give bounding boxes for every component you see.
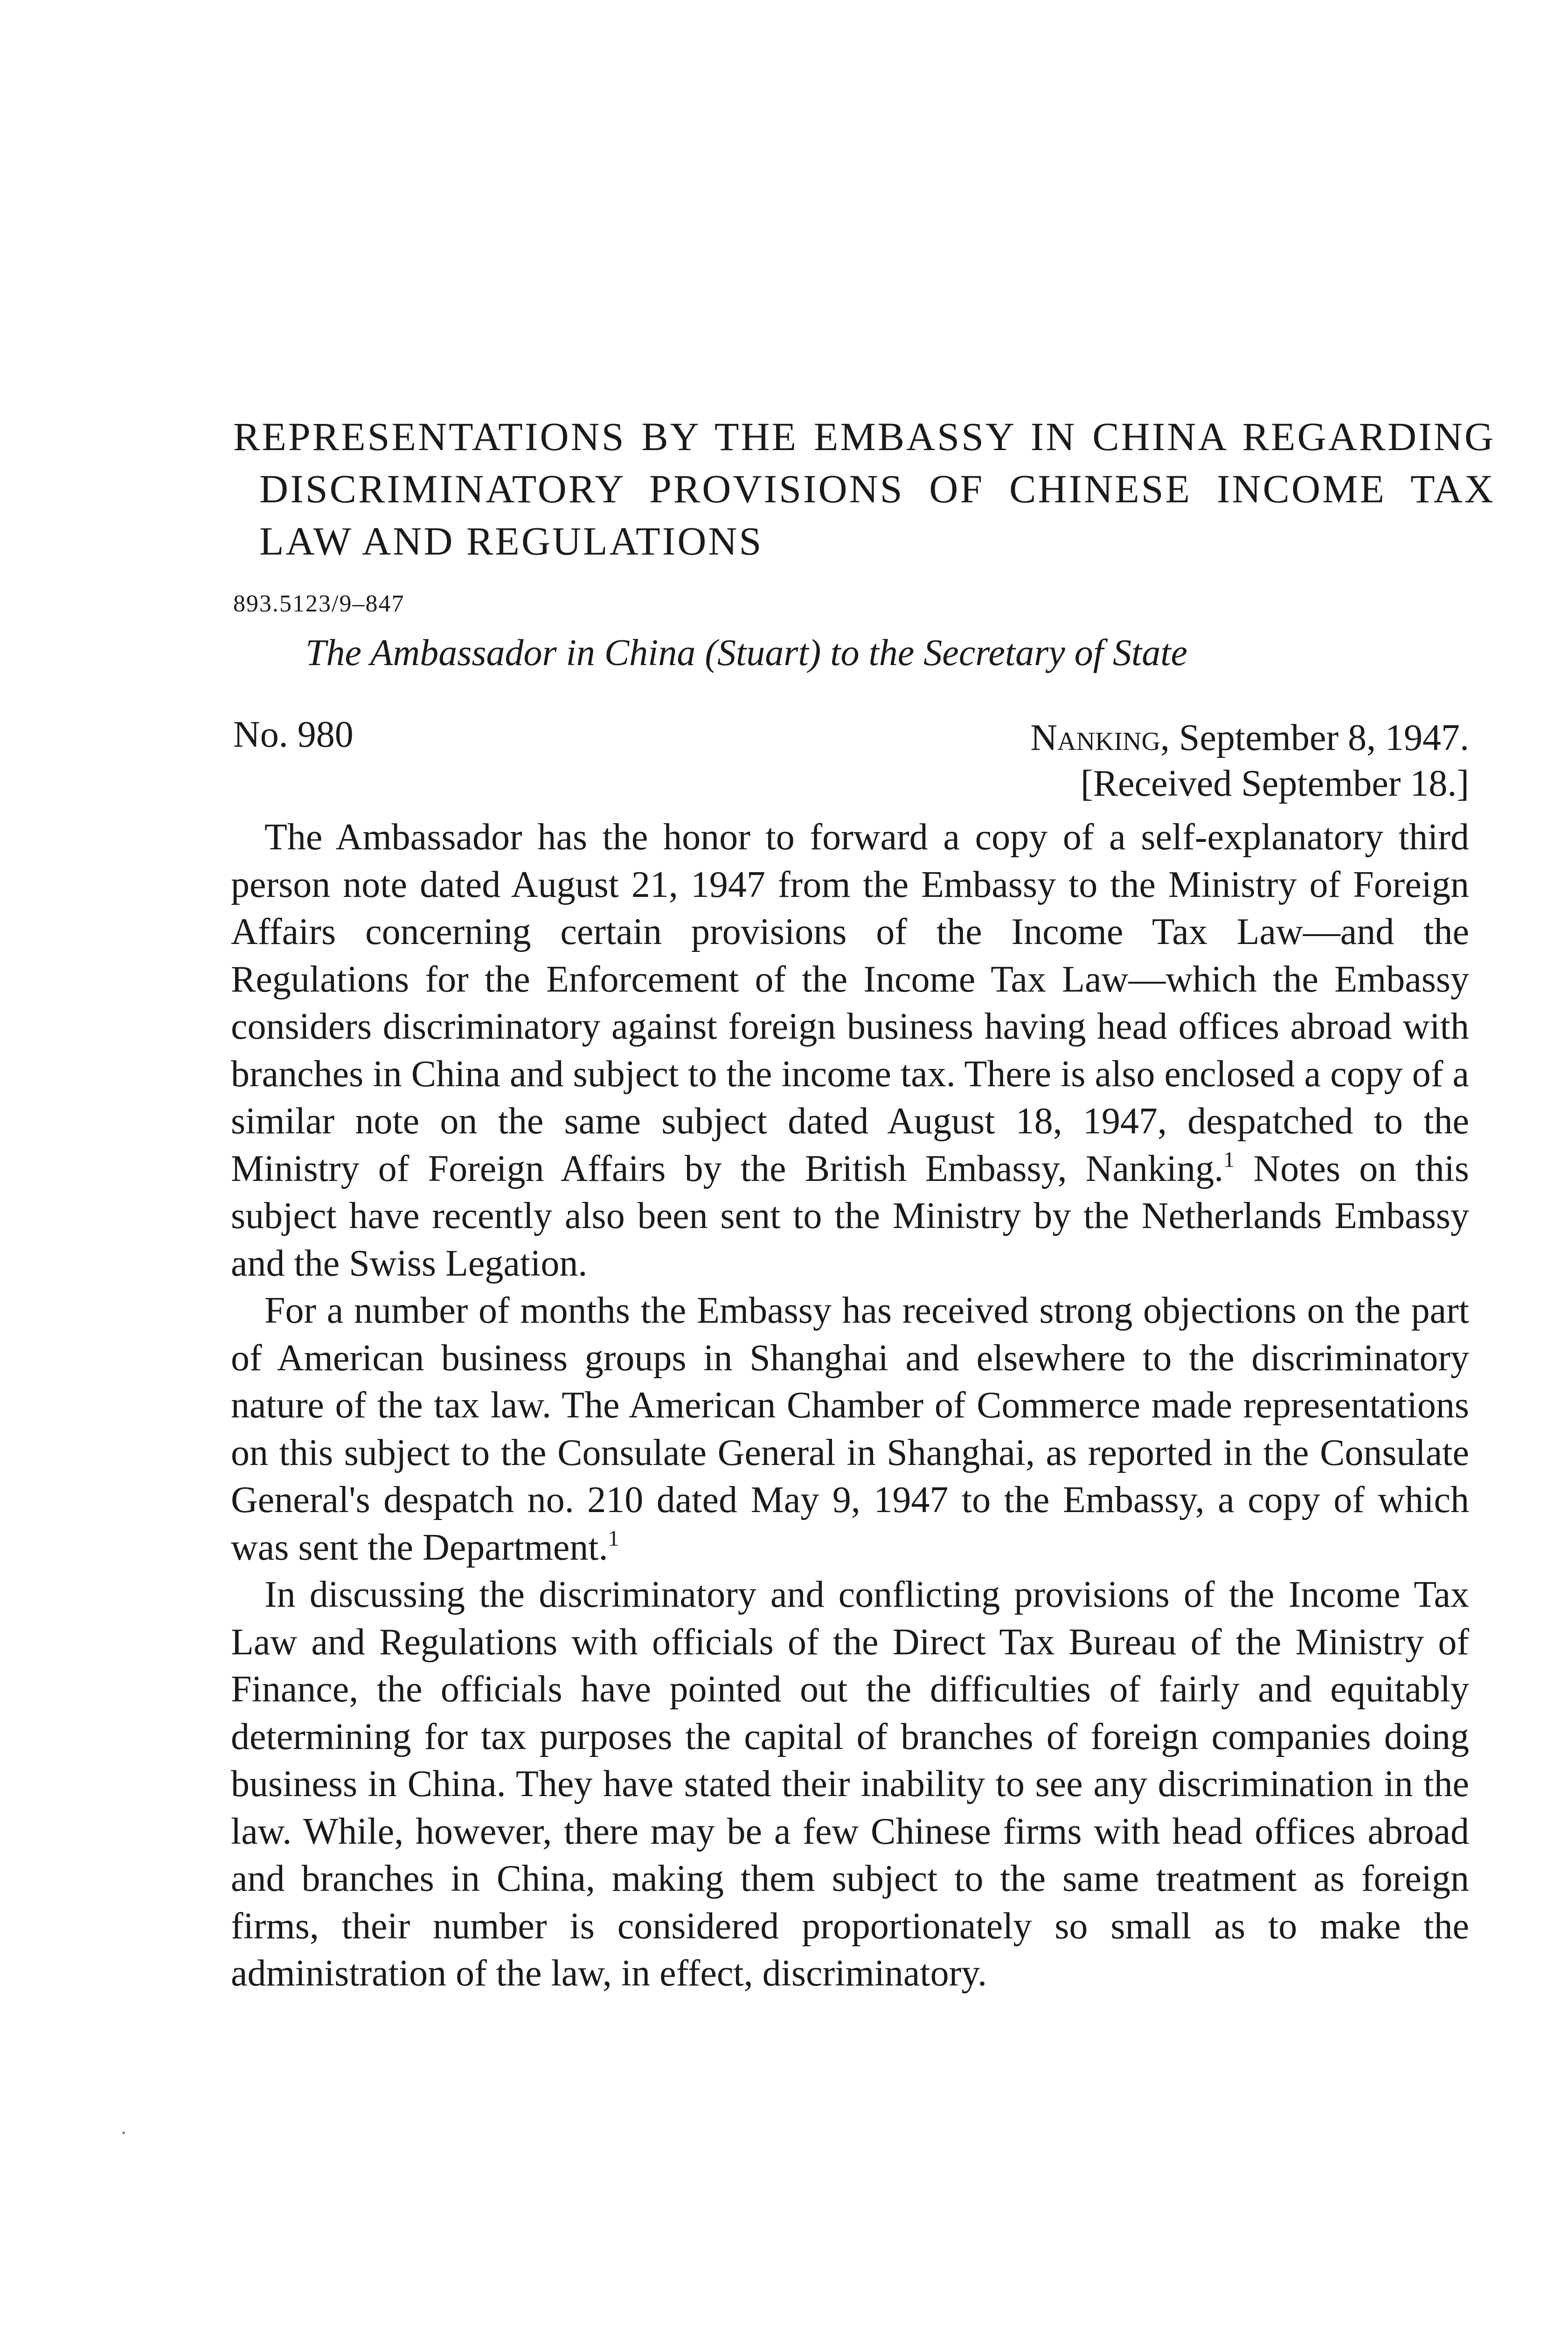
file-reference: 893.5123/9–847 <box>233 590 405 617</box>
paragraph-1 <box>231 814 1469 1287</box>
scan-speck <box>122 2131 125 2134</box>
paragraph-1-text-a: The Ambassador has the honor to forward a copy of a self-explanatory third person note dated August 21, 1947 from the Embassy to the Ministry of Foreign Affairs concerning certain provisions of the Income Tax Law—and the Regulations for the Enforcement of the Income Tax Law—which the Embassy considers discriminatory against foreign business having head offices abroad with branches in China and subject to the income tax. There is also enclosed a copy of a similar note on the same subject dated August 18, 1947, despatched to the Ministry of Foreign Affairs by the British Embassy, Nanking. <box>231 817 1469 1189</box>
footnote-ref: 1 <box>1223 1147 1235 1172</box>
footnote-ref: 1 <box>608 1526 619 1551</box>
paragraph-3: In discussing the discriminatory and conflicting provisions of the Income Tax Law and Regulations with officials of the Direct Tax Bureau of the Ministry of Finance, the officials have pointed out the difficulties of fairly and equitably determining for tax purposes the capital of branches of foreign companies doing business in China. They have stated their inability to see any discrimination in the law. While, however, there may be a few Chinese firms with head offices abroad and branches in China, making them subject to the same treatment as foreign firms, their number is considered proportionately so small as to make the administration of the law, in effect, discriminatory. <box>231 1574 1469 1994</box>
paragraph-2-text: For a number of months the Embassy has received strong objections on the part of American business groups in Shanghai and elsewhere to the discriminatory nature of the tax law. The American Chamber of Commerce made representations on this subject to the Consulate General in Shanghai, as reported in the Consulate General's despatch no. 210 dated May 9, 1947 to the Embassy, a copy of which was sent the Department. <box>231 1290 1469 1568</box>
place-and-date <box>1030 714 1469 762</box>
paragraph-2 <box>231 1287 1469 1571</box>
place-name: Nanking <box>1030 717 1160 758</box>
date: , September 8, 1947. <box>1160 717 1469 758</box>
received-date: [Received September 18.] <box>1080 763 1469 804</box>
body-text <box>231 814 1469 1998</box>
paragraph-1-text-b: Notes on this subject have recently also been sent to the Ministry by the Netherlands Embassy and the Swiss Legation. <box>231 1148 1469 1284</box>
document-number: No. 980 <box>233 714 354 755</box>
section-heading: REPRESENTATIONS BY THE EMBASSY IN CHINA REGARDING DISCRIMINATORY PROVISIONS OF CHINESE INCOME TAX LAW AND REGULATIONS <box>233 414 1495 563</box>
document-title: The Ambassador in China (Stuart) to the Secretary of State <box>305 632 1187 673</box>
